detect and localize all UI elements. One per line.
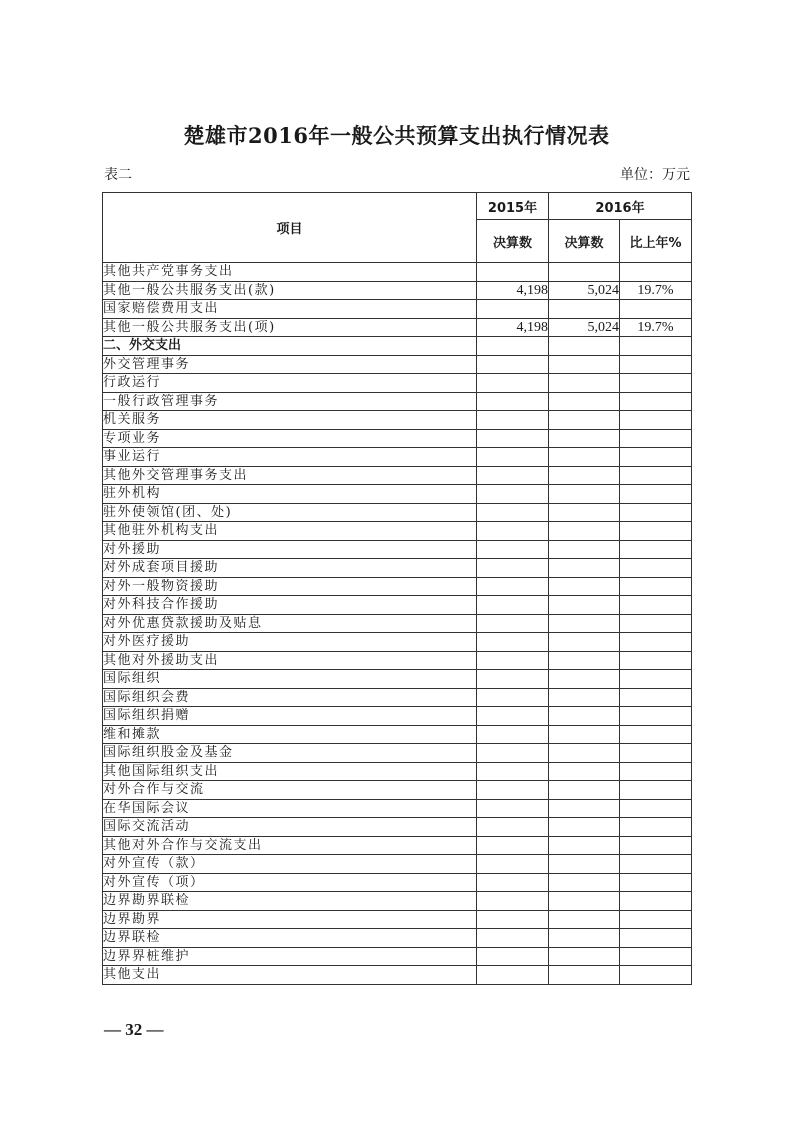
- row-item-name: 对外科技合作援助: [103, 596, 477, 615]
- row-value-2015: [477, 633, 549, 652]
- row-change-pct: [620, 873, 692, 892]
- table-row: [103, 596, 692, 615]
- row-item-name: 国家赔偿费用支出: [103, 300, 477, 319]
- table-row: [103, 670, 692, 689]
- row-item-name: 对外成套项目援助: [103, 559, 477, 578]
- row-change-pct: [620, 670, 692, 689]
- row-item-name: 行政运行: [103, 374, 477, 393]
- row-item-name: 国际交流活动: [103, 818, 477, 837]
- row-item-name: 对外宣传（项）: [103, 873, 477, 892]
- row-item-name: 驻外使领馆(团、处): [103, 503, 477, 522]
- row-item-name: 对外合作与交流: [103, 781, 477, 800]
- row-value-2015: [477, 873, 549, 892]
- table-row: [103, 688, 692, 707]
- unit-label: 单位：万元: [620, 167, 690, 183]
- row-change-pct: [620, 707, 692, 726]
- row-change-pct: [620, 522, 692, 541]
- row-change-pct: [620, 818, 692, 837]
- header-2016-final: 决算数: [549, 220, 620, 263]
- row-item-name: 事业运行: [103, 448, 477, 467]
- row-value-2015: [477, 485, 549, 504]
- row-change-pct: [620, 466, 692, 485]
- row-value-2015: 4,198: [477, 281, 549, 300]
- row-item-name: 边界勘界联检: [103, 892, 477, 911]
- row-value-2016: [549, 947, 620, 966]
- table-row: [103, 411, 692, 430]
- row-change-pct: [620, 799, 692, 818]
- row-value-2015: [477, 429, 549, 448]
- table-row: [103, 781, 692, 800]
- row-change-pct: [620, 744, 692, 763]
- row-item-name: 对外宣传（款）: [103, 855, 477, 874]
- row-value-2015: [477, 596, 549, 615]
- row-change-pct: [620, 596, 692, 615]
- row-value-2015: [477, 355, 549, 374]
- row-value-2016: [549, 411, 620, 430]
- row-item-name: 对外医疗援助: [103, 633, 477, 652]
- row-change-pct: [620, 633, 692, 652]
- row-value-2015: [477, 670, 549, 689]
- table-body: [103, 263, 692, 985]
- row-value-2015: [477, 392, 549, 411]
- row-value-2016: [549, 466, 620, 485]
- table-row: [103, 485, 692, 504]
- row-change-pct: [620, 781, 692, 800]
- row-change-pct: [620, 300, 692, 319]
- table-row: [103, 836, 692, 855]
- row-change-pct: [620, 910, 692, 929]
- table-row: [103, 633, 692, 652]
- row-item-name: 其他对外援助支出: [103, 651, 477, 670]
- table-row: [103, 392, 692, 411]
- table-row: [103, 559, 692, 578]
- row-value-2016: [549, 540, 620, 559]
- row-change-pct: [620, 337, 692, 356]
- row-change-pct: [620, 947, 692, 966]
- page-title: 楚雄市2016年一般公共预算支出执行情况表: [183, 123, 610, 148]
- row-value-2016: [549, 577, 620, 596]
- table-row: [103, 281, 692, 300]
- row-change-pct: [620, 392, 692, 411]
- row-value-2016: [549, 263, 620, 282]
- row-value-2015: [477, 799, 549, 818]
- row-value-2016: [549, 670, 620, 689]
- table-row: [103, 651, 692, 670]
- header-2016-change: 比上年%: [620, 220, 692, 263]
- row-change-pct: [620, 448, 692, 467]
- row-item-name: 对外一般物资援助: [103, 577, 477, 596]
- row-item-name: 国际组织股金及基金: [103, 744, 477, 763]
- table-row: [103, 374, 692, 393]
- header-year-2016: 2016年: [549, 193, 692, 220]
- table-row: [103, 855, 692, 874]
- row-value-2015: [477, 688, 549, 707]
- table-label: 表二: [104, 167, 132, 183]
- row-value-2016: [549, 688, 620, 707]
- table-row: [103, 725, 692, 744]
- row-item-name: 驻外机构: [103, 485, 477, 504]
- row-value-2016: [549, 744, 620, 763]
- page-number: — 32 —: [104, 1020, 164, 1039]
- row-value-2016: [549, 781, 620, 800]
- row-value-2016: [549, 300, 620, 319]
- row-item-name: 专项业务: [103, 429, 477, 448]
- row-value-2015: [477, 892, 549, 911]
- row-value-2015: [477, 614, 549, 633]
- row-change-pct: [620, 355, 692, 374]
- row-value-2016: [549, 522, 620, 541]
- row-change-pct: [620, 836, 692, 855]
- row-item-name: 国际组织: [103, 670, 477, 689]
- row-value-2016: [549, 337, 620, 356]
- row-value-2016: [549, 725, 620, 744]
- row-value-2015: [477, 910, 549, 929]
- row-value-2015: [477, 947, 549, 966]
- table-row: [103, 799, 692, 818]
- row-value-2016: [549, 392, 620, 411]
- row-value-2016: [549, 929, 620, 948]
- row-value-2016: [549, 485, 620, 504]
- row-value-2015: [477, 411, 549, 430]
- row-value-2016: [549, 910, 620, 929]
- row-value-2015: [477, 559, 549, 578]
- row-change-pct: 19.7%: [620, 281, 692, 300]
- row-value-2015: [477, 263, 549, 282]
- header-item: 项目: [103, 193, 477, 263]
- row-item-name: 其他一般公共服务支出(款): [103, 281, 477, 300]
- row-item-name: 边界联检: [103, 929, 477, 948]
- row-change-pct: [620, 263, 692, 282]
- row-item-name: 机关服务: [103, 411, 477, 430]
- row-item-name: 维和摊款: [103, 725, 477, 744]
- header-year-2015: 2015年: [477, 193, 549, 220]
- table-row: [103, 818, 692, 837]
- row-value-2016: [549, 633, 620, 652]
- row-change-pct: [620, 374, 692, 393]
- row-item-name: 一般行政管理事务: [103, 392, 477, 411]
- table-row: [103, 429, 692, 448]
- row-item-name: 在华国际会议: [103, 799, 477, 818]
- table-row: [103, 947, 692, 966]
- row-value-2015: [477, 929, 549, 948]
- table-row: [103, 744, 692, 763]
- row-value-2015: 4,198: [477, 318, 549, 337]
- row-value-2015: [477, 651, 549, 670]
- table-row: [103, 929, 692, 948]
- row-item-name: 对外援助: [103, 540, 477, 559]
- table-row: [103, 614, 692, 633]
- row-item-name: 二、外交支出: [103, 337, 477, 356]
- row-value-2015: [477, 725, 549, 744]
- row-item-name: 其他一般公共服务支出(项): [103, 318, 477, 337]
- table-row: [103, 707, 692, 726]
- row-value-2016: [549, 799, 620, 818]
- table-row: [103, 577, 692, 596]
- row-change-pct: [620, 411, 692, 430]
- row-value-2015: [477, 577, 549, 596]
- row-item-name: 其他驻外机构支出: [103, 522, 477, 541]
- row-value-2016: [549, 892, 620, 911]
- row-value-2015: [477, 966, 549, 985]
- row-change-pct: [620, 855, 692, 874]
- table-row: [103, 966, 692, 985]
- row-item-name: 其他支出: [103, 966, 477, 985]
- row-value-2016: [549, 355, 620, 374]
- row-change-pct: [620, 892, 692, 911]
- row-change-pct: [620, 929, 692, 948]
- row-value-2016: [549, 855, 620, 874]
- row-change-pct: [620, 559, 692, 578]
- row-value-2015: [477, 781, 549, 800]
- row-value-2015: [477, 836, 549, 855]
- row-value-2016: [549, 707, 620, 726]
- table-row: [103, 762, 692, 781]
- row-value-2015: [477, 762, 549, 781]
- row-value-2015: [477, 374, 549, 393]
- row-value-2015: [477, 300, 549, 319]
- row-value-2015: [477, 818, 549, 837]
- table-row: [103, 337, 692, 356]
- table-row: [103, 910, 692, 929]
- row-item-name: 外交管理事务: [103, 355, 477, 374]
- table-row: [103, 448, 692, 467]
- row-value-2016: [549, 448, 620, 467]
- row-value-2016: [549, 596, 620, 615]
- budget-table: [102, 192, 692, 985]
- row-item-name: 边界界桩维护: [103, 947, 477, 966]
- table-row: [103, 522, 692, 541]
- table-row: [103, 263, 692, 282]
- table-row: [103, 466, 692, 485]
- row-change-pct: [620, 429, 692, 448]
- row-value-2016: [549, 559, 620, 578]
- row-change-pct: [620, 577, 692, 596]
- row-value-2016: [549, 836, 620, 855]
- row-change-pct: [620, 614, 692, 633]
- row-item-name: 国际组织捐赠: [103, 707, 477, 726]
- row-change-pct: [620, 651, 692, 670]
- row-item-name: 其他对外合作与交流支出: [103, 836, 477, 855]
- row-value-2015: [477, 448, 549, 467]
- table-row: [103, 873, 692, 892]
- row-value-2016: [549, 503, 620, 522]
- row-item-name: 对外优惠贷款援助及贴息: [103, 614, 477, 633]
- row-value-2016: [549, 873, 620, 892]
- row-value-2015: [477, 503, 549, 522]
- row-value-2015: [477, 522, 549, 541]
- row-item-name: 其他外交管理事务支出: [103, 466, 477, 485]
- row-change-pct: [620, 540, 692, 559]
- row-change-pct: [620, 966, 692, 985]
- row-item-name: 国际组织会费: [103, 688, 477, 707]
- row-item-name: 其他共产党事务支出: [103, 263, 477, 282]
- row-value-2015: [477, 744, 549, 763]
- table-row: [103, 355, 692, 374]
- row-change-pct: [620, 725, 692, 744]
- row-value-2016: [549, 966, 620, 985]
- row-value-2015: [477, 855, 549, 874]
- row-value-2016: 5,024: [549, 281, 620, 300]
- table-row: [103, 318, 692, 337]
- row-change-pct: [620, 485, 692, 504]
- row-item-name: 其他国际组织支出: [103, 762, 477, 781]
- row-value-2016: [549, 374, 620, 393]
- row-value-2016: [549, 614, 620, 633]
- row-change-pct: [620, 688, 692, 707]
- row-item-name: 边界勘界: [103, 910, 477, 929]
- row-change-pct: 19.7%: [620, 318, 692, 337]
- row-value-2015: [477, 337, 549, 356]
- row-value-2016: [549, 429, 620, 448]
- row-value-2016: [549, 762, 620, 781]
- row-value-2015: [477, 466, 549, 485]
- row-value-2015: [477, 707, 549, 726]
- row-value-2016: [549, 818, 620, 837]
- row-value-2015: [477, 540, 549, 559]
- row-value-2016: 5,024: [549, 318, 620, 337]
- row-value-2016: [549, 651, 620, 670]
- row-change-pct: [620, 503, 692, 522]
- row-change-pct: [620, 762, 692, 781]
- table-row: [103, 540, 692, 559]
- header-2015-final: 决算数: [477, 220, 549, 263]
- table-row: [103, 300, 692, 319]
- table-row: [103, 503, 692, 522]
- table-row: [103, 892, 692, 911]
